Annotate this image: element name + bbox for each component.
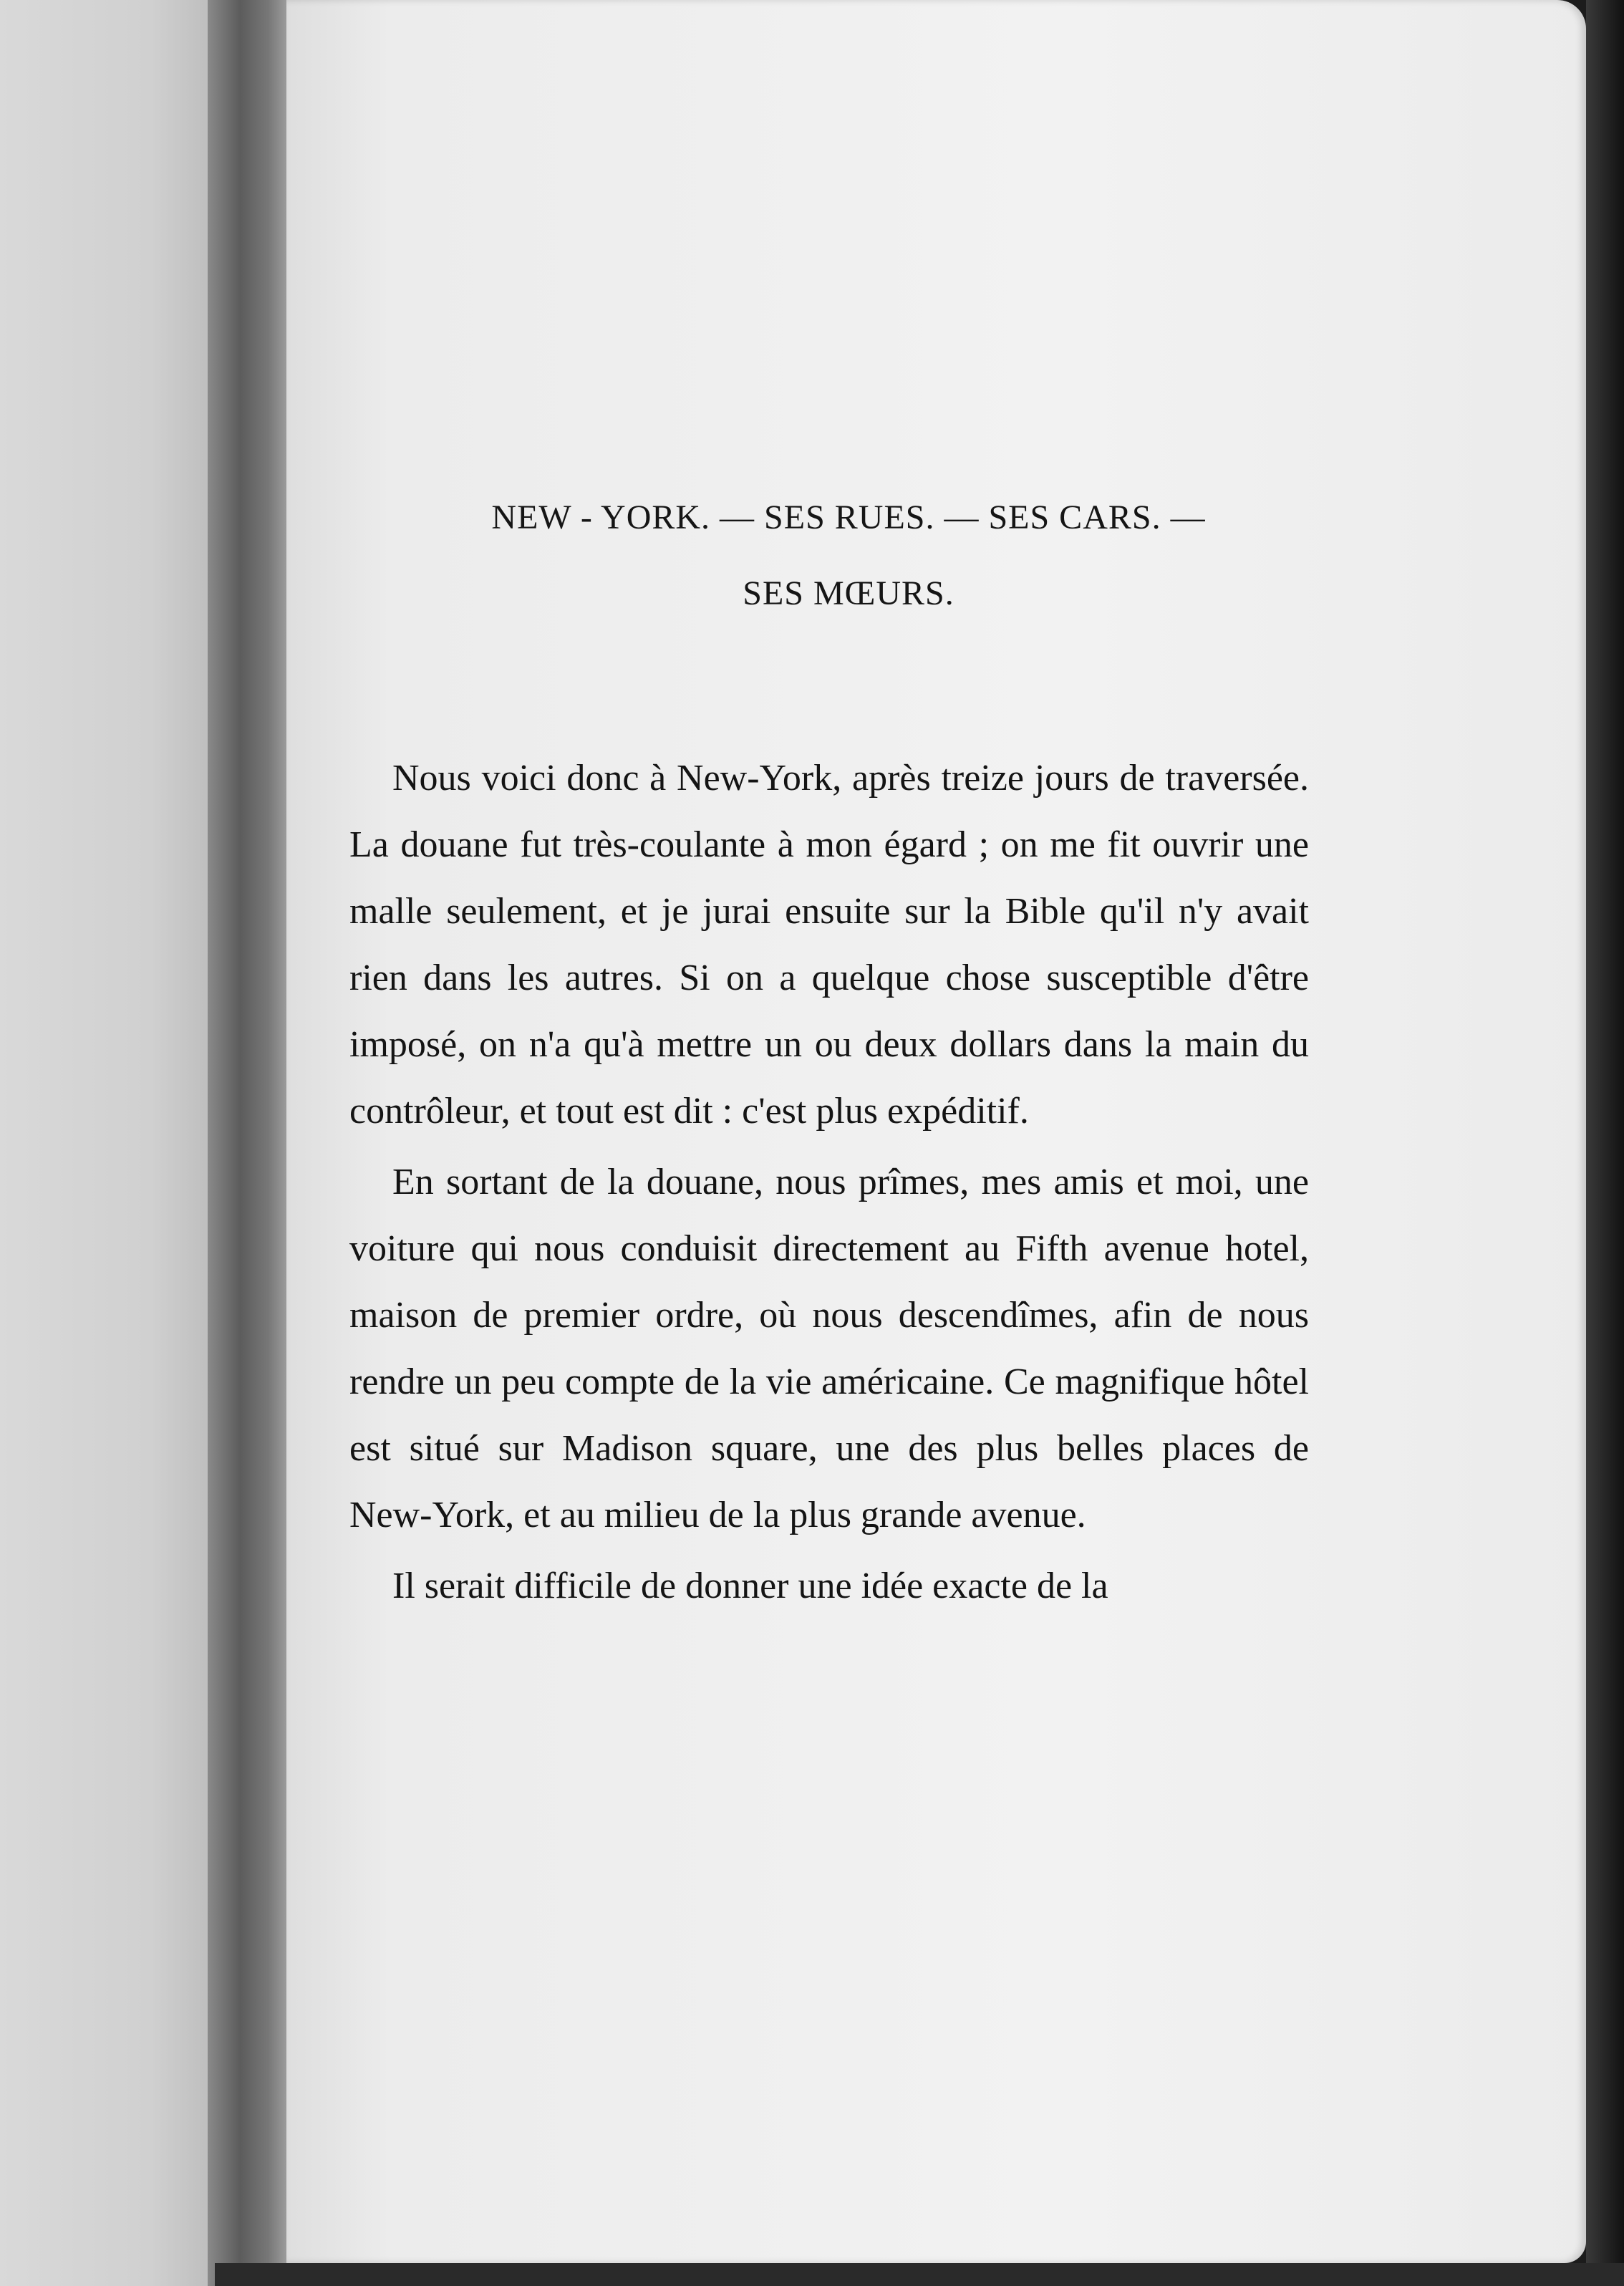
chapter-heading-line-2: SES MŒURS. [743,574,954,612]
paragraph-1: Nous voici donc à New-York, après treize jours de traversée. La douane fut très-coulante à mon égard ; on me fit ouvrir une malle seulement, et je jurai ensuite sur la Bible qu'il n'y avait rien dans les autres. Si on a quelque chose susceptible d'être imposé, on n'a qu'à mettre un ou deux dollars dans la main du contrôleur, et tout est dit : c'est plus expéditif. [349,758,1309,1132]
chapter-heading [390,480,1307,632]
chapter-heading-line-1: NEW - YORK. — SES RUES. — SES CARS. — [491,498,1206,536]
adjacent-left-page [0,0,215,2286]
page-bottom-edge [215,2263,1624,2286]
paragraph-3: Il serait difficile de donner une idée exacte de la [392,1566,1108,1606]
page-right-edge [1586,0,1624,2286]
body-text [349,745,1309,1624]
paragraph-2: En sortant de la douane, nous prîmes, mes amis et moi, une voiture qui nous conduisit directement au Fifth avenue hotel, maison de premier ordre, où nous descendîmes, afin de nous rendre un peu compte de la vie américaine. Ce magnifique hôtel est situé sur Madison square, une des plus belles places de New-York, et au milieu de la plus grande avenue. [349,1162,1309,1535]
